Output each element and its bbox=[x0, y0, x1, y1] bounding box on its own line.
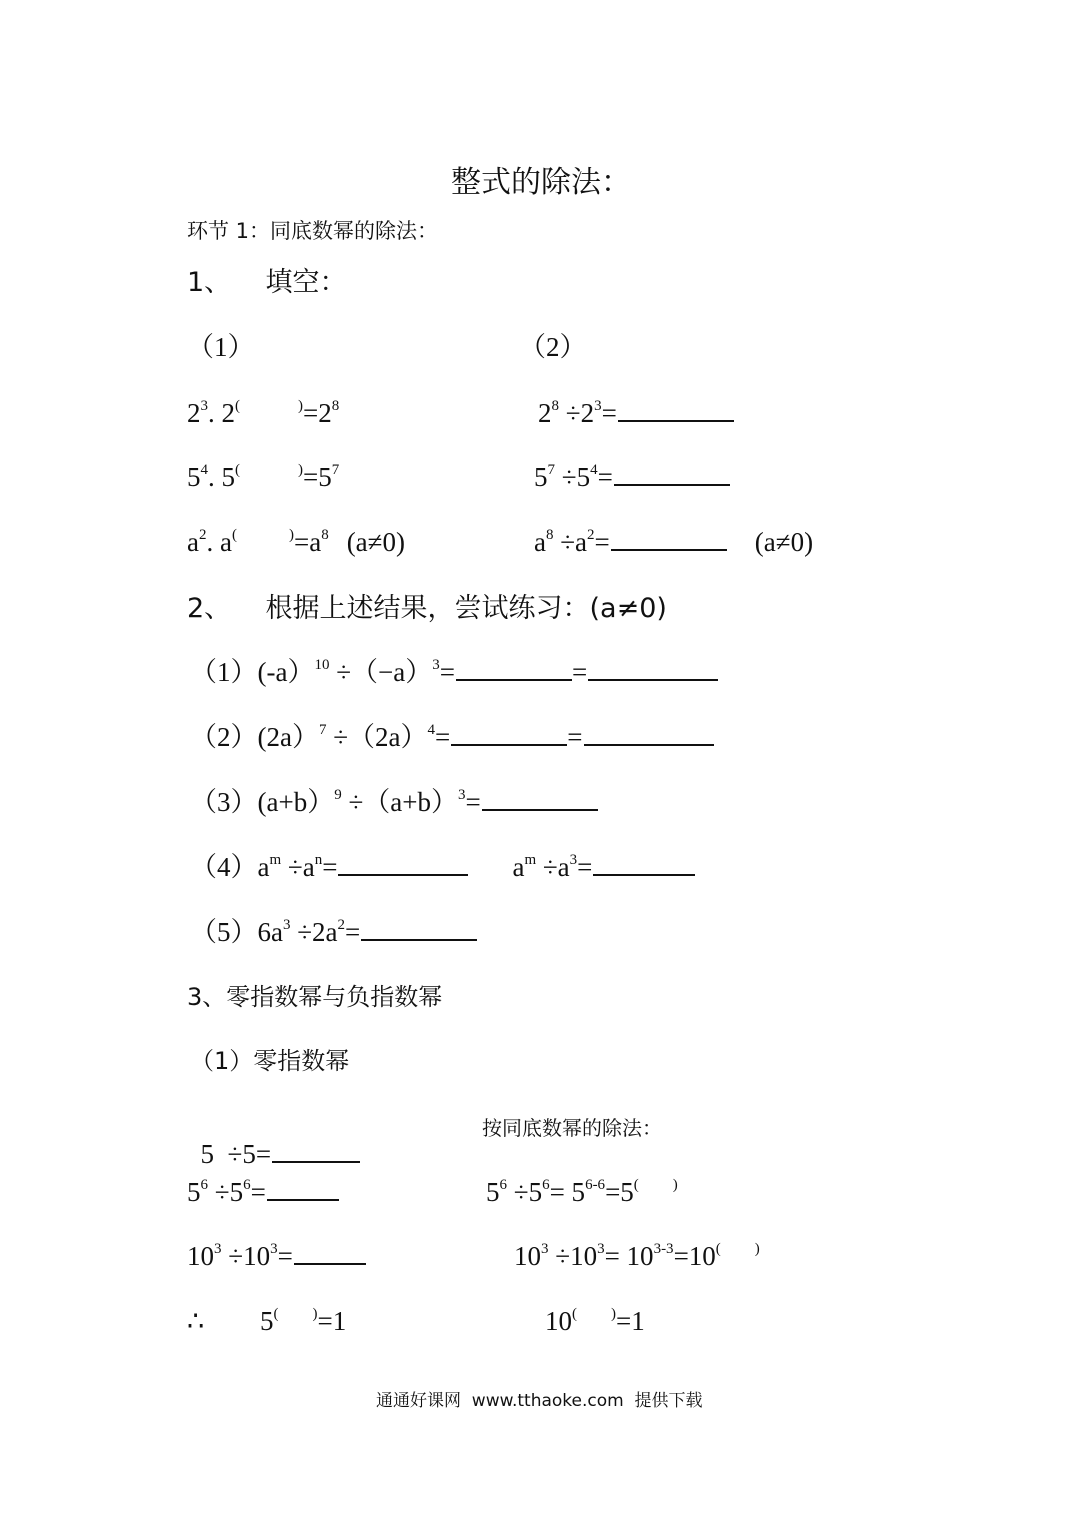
exercise-1: $(1)(-a)^{10} \div(-a)^3=$ = bbox=[190, 659, 718, 686]
answer-blank[interactable] bbox=[451, 743, 567, 746]
section3-heading: 3、零指数幂与负指数幂 bbox=[187, 983, 443, 1011]
footer-credit: 通通好课网 www.tthaoke.com 提供下载 bbox=[376, 1391, 703, 1411]
answer-blank[interactable] bbox=[611, 548, 727, 551]
exercise-5: $(5)6a^3 \div 2a^2=$ bbox=[190, 919, 477, 946]
therefore-symbol: ∴ bbox=[187, 1306, 205, 1336]
section-subtitle: 环节 1：同底数幂的除法： bbox=[187, 219, 439, 243]
answer-blank[interactable] bbox=[267, 1198, 339, 1201]
exercise-2: $(2)(2a)^7 \div(2a)^4=$ = bbox=[190, 724, 714, 751]
fill-blank-2-right: $5^7 \div 5^4=$ bbox=[534, 464, 730, 491]
section3-subheading: （1）零指数幂 bbox=[190, 1047, 350, 1075]
section2-heading: 2、 根据上述结果，尝试练习：(a≠0) bbox=[187, 593, 667, 624]
exercise-4: $(4)a^m \div a^n= a^m \div a^3=$ bbox=[190, 854, 695, 881]
zero-power-1-left: 5 ÷5= bbox=[187, 1114, 360, 1168]
zero-power-conclusion-left: 5( )=1 bbox=[260, 1306, 347, 1336]
answer-blank[interactable] bbox=[456, 678, 572, 681]
answer-blank[interactable] bbox=[338, 873, 468, 876]
section1-heading: 1、 填空： bbox=[187, 267, 347, 298]
answer-blank[interactable] bbox=[588, 678, 718, 681]
fill-blank-2-left: $5^4$. 5( $^)=5^7$ bbox=[187, 462, 340, 492]
zero-power-conclusion-right: 10( )=1 bbox=[545, 1306, 645, 1336]
answer-blank[interactable] bbox=[584, 743, 714, 746]
answer-blank[interactable] bbox=[618, 419, 734, 422]
fill-blank-3-left: $a^2$. a( $^)=a^8$ (a≠0) bbox=[187, 527, 405, 557]
answer-blank[interactable] bbox=[593, 873, 695, 876]
fill-blank-3-right: $a^8 \div a^2= (a\ne 0)$ bbox=[534, 527, 814, 557]
exercise-3: $(3)(a+b)^9 \div(a+b)^3=$ bbox=[190, 789, 598, 816]
answer-blank[interactable] bbox=[272, 1160, 360, 1163]
col2-label: （2） bbox=[519, 332, 587, 362]
answer-blank[interactable] bbox=[482, 808, 598, 811]
answer-blank[interactable] bbox=[614, 483, 730, 486]
zero-power-1-right: 按同底数幂的除法： bbox=[482, 1116, 662, 1140]
page-title: 整式的除法： bbox=[451, 165, 631, 200]
zero-power-3-right: $10^3 \div 10^3= 10^{3-3}=10^($ ) bbox=[514, 1241, 760, 1271]
answer-blank[interactable] bbox=[294, 1262, 366, 1265]
fill-blank-1-left: $2^3$. 2( $^)=2^8$ bbox=[187, 398, 340, 428]
fill-blank-1-right: $2^8 \div 2^3=$ bbox=[538, 400, 734, 427]
zero-power-2-right: $5^6 \div 5^6= 5^{6-6}=5^($ ) bbox=[486, 1177, 678, 1207]
zero-power-2-left: $5^6 \div 5^6=$ bbox=[187, 1179, 339, 1206]
col1-label: （1） bbox=[187, 332, 255, 362]
answer-blank[interactable] bbox=[361, 938, 477, 941]
zero-power-3-left: $10^3 \div 10^3=$ bbox=[187, 1243, 366, 1270]
